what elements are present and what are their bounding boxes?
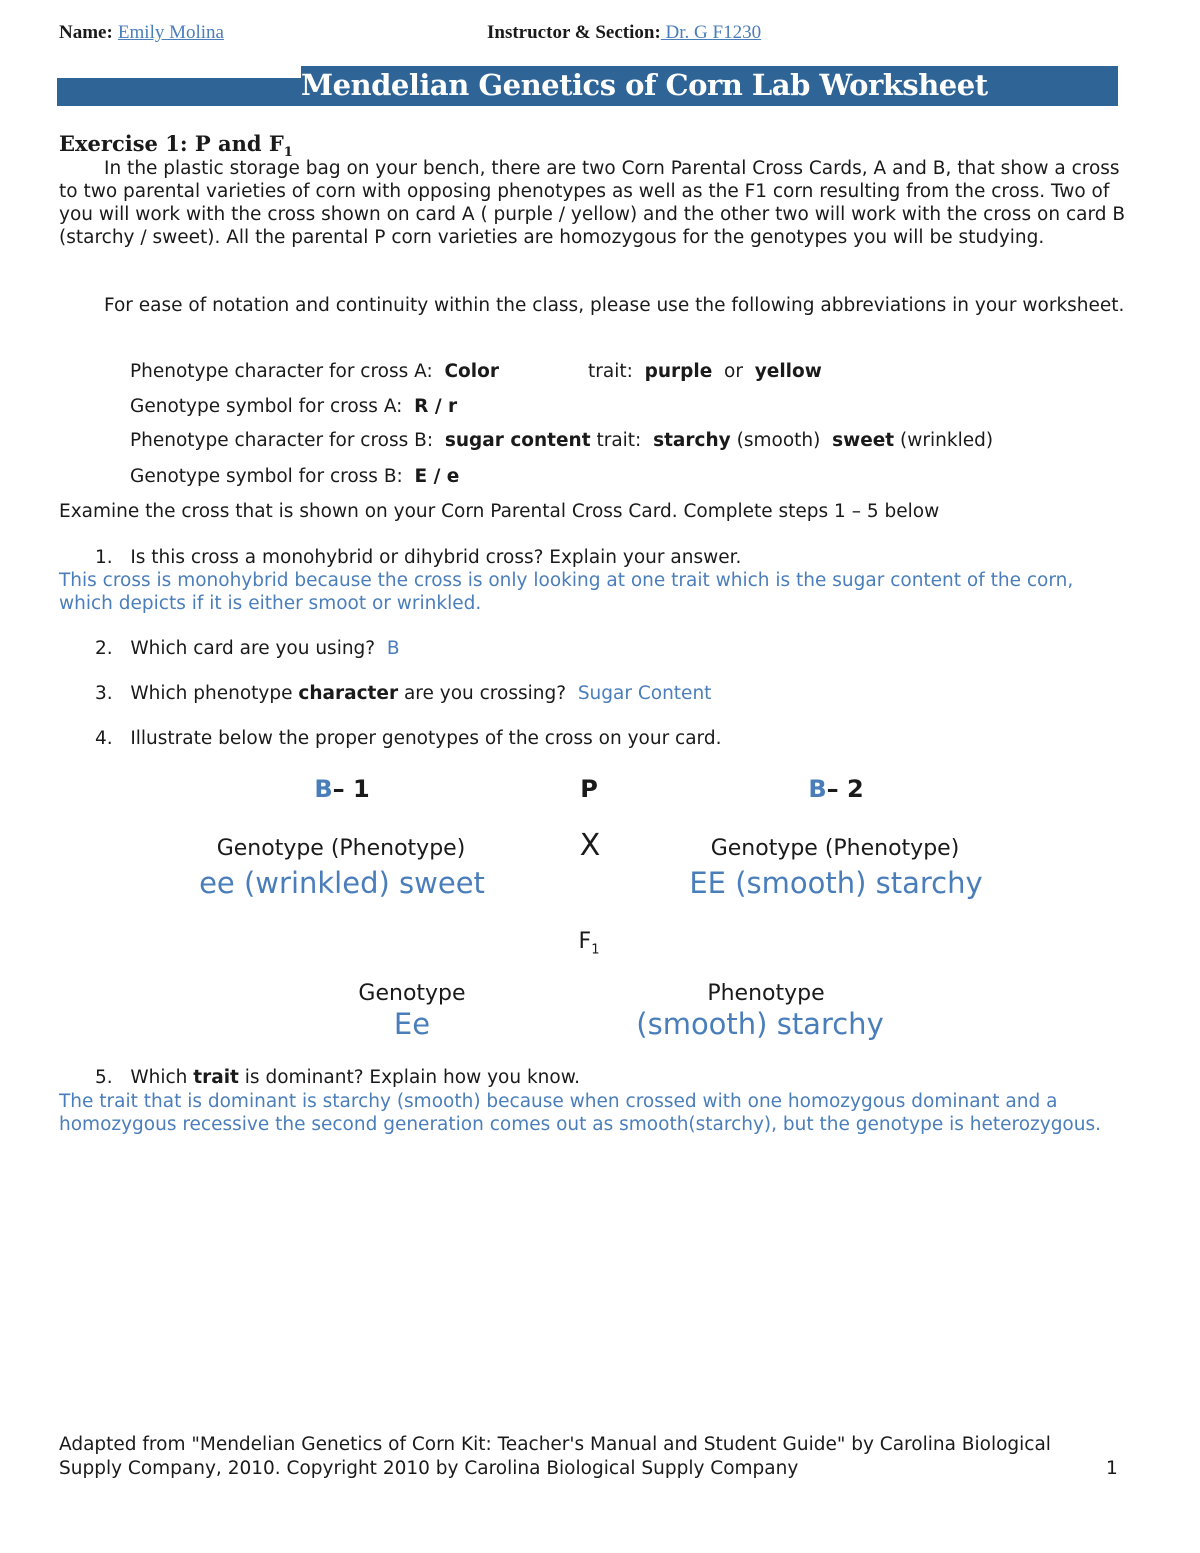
question-3-text-post: are you crossing? [403,683,567,704]
f1-genotype-label: Genotype [358,981,466,1006]
abbrev-a-geno-label: Genotype symbol for cross A: [130,396,403,417]
abbrev-a-or: or [724,361,743,382]
cross-x: X [579,828,601,863]
question-5-text-bold: trait [193,1067,239,1088]
question-5-number: 5. [95,1067,113,1088]
instructor-label: Instructor & Section: [487,22,661,43]
page-title: Mendelian Genetics of Corn Lab Worksheet [301,68,988,102]
abbrev-a-char-label: Phenotype character for cross A: [130,361,433,382]
question-3 [95,683,711,704]
intro-paragraph: In the plastic storage bag on your bench, there are two Corn Parental Cross Cards, A and B, that show a cross to two parental varieties of corn with opposing phenotypes as well as the F1 corn resulting from the cross. Two of you will work with the cross shown on card A ( purple / yellow) and the other two will work with the cross on card B (starchy / sweet). All the parental P corn varieties are homozygous for the genotypes you will be studying. [59,158,1126,248]
banner-notch [57,66,301,78]
exercise-heading [59,131,293,160]
abbrev-b-trait-2-note: (wrinkled) [900,430,994,451]
abbrev-b-trait-label: trait: [596,430,642,451]
question-2-number: 2. [95,638,113,659]
question-2-text: Which card are you using? [130,638,376,659]
exercise-heading-text: Exercise 1: P and F [59,131,284,156]
abbrev-a-trait [588,361,822,382]
parent-2-letter: B [808,775,827,803]
question-1-text: Is this cross a monohybrid or dihybrid cross? Explain your answer. [130,547,742,568]
f1-label-text: F [578,929,592,954]
parent-1-letter: B [314,775,333,803]
abbrev-b-char-value: sugar content [444,430,591,451]
question-3-text-bold: character [298,683,399,704]
question-2 [95,638,400,659]
instructor-value: Dr. G F1230 [660,22,762,43]
question-1 [95,547,741,568]
parent-2-genotype-label: Genotype (Phenotype) [710,836,960,861]
parent-2-heading [808,775,863,803]
abbrev-b-trait-2: sweet [832,430,895,451]
question-3-text-pre: Which phenotype [130,683,293,704]
f1-phenotype-label: Phenotype [707,981,825,1006]
question-1-number: 1. [95,547,113,568]
abbrev-a-genotype [130,396,457,417]
parent-1-genotype-label: Genotype (Phenotype) [216,836,466,861]
f1-genotype-answer: Ee [393,1007,431,1041]
abbrev-b-geno-label: Genotype symbol for cross B: [130,466,403,487]
question-5-text-post: is dominant? Explain how you know. [244,1067,581,1088]
parent-1-heading [314,775,369,803]
abbrev-a-trait-1: purple [644,361,713,382]
answer-2: B [386,638,400,659]
footer-line-1: Adapted from "Mendelian Genetics of Corn Kit: Teacher's Manual and Student Guide" by Carolina Biological [59,1434,1051,1455]
answer-5: The trait that is dominant is starchy (smooth) because when crossed with one homozygous dominant and a homozygous recessive the second generation comes out as smooth(starchy), but the genotype is heterozygous. [59,1091,1101,1135]
f1-label-sub: 1 [591,942,600,958]
p-generation-label: P [580,775,598,803]
abbrev-b-genotype [130,466,459,487]
f1-phenotype-answer: (smooth) starchy [636,1007,884,1041]
page-number: 1 [1106,1458,1118,1479]
name-field [59,22,224,44]
name-label: Name: [59,22,113,43]
notation-paragraph: For ease of notation and continuity within the class, please use the following abbreviations in your worksheet. [104,295,1125,316]
abbrev-b-trait-1: starchy [653,430,731,451]
abbrev-a-char-value: Color [444,361,499,382]
parent-2-answer: EE (smooth) starchy [689,866,983,900]
abbrev-a-trait-label: trait: [588,361,633,382]
f1-generation-label [579,929,600,957]
name-value: Emily Molina [117,22,224,43]
abbrev-a-geno-value: R / r [414,396,458,417]
parent-1-suffix: – 1 [332,775,370,803]
abbrev-b-trait-1-note: (smooth) [736,430,821,451]
parent-2-suffix: – 2 [826,775,864,803]
question-4-text: Illustrate below the proper genotypes of the cross on your card. [130,728,722,749]
footer-line-2: Supply Company, 2010. Copyright 2010 by Carolina Biological Supply Company [59,1458,799,1479]
abbrev-a-trait-2: yellow [754,361,822,382]
abbrev-b-char-label: Phenotype character for cross B: [130,430,434,451]
examine-instruction: Examine the cross that is shown on your Corn Parental Cross Card. Complete steps 1 – 5 below [59,501,940,522]
question-5 [95,1067,580,1088]
exercise-heading-sub: 1 [283,145,293,161]
answer-3: Sugar Content [577,683,712,704]
question-5-text-pre: Which [130,1067,188,1088]
question-3-number: 3. [95,683,113,704]
abbrev-a-character [130,361,499,382]
abbrev-b-character [130,430,993,451]
answer-1: This cross is monohybrid because the cross is only looking at one trait which is the sugar content of the corn, which depicts if it is either smoot or wrinkled. [59,570,1074,614]
question-4-number: 4. [95,728,113,749]
question-4 [95,728,721,749]
parent-1-answer: ee (wrinkled) sweet [199,866,485,900]
instructor-field [487,22,761,44]
abbrev-b-geno-value: E / e [414,466,460,487]
